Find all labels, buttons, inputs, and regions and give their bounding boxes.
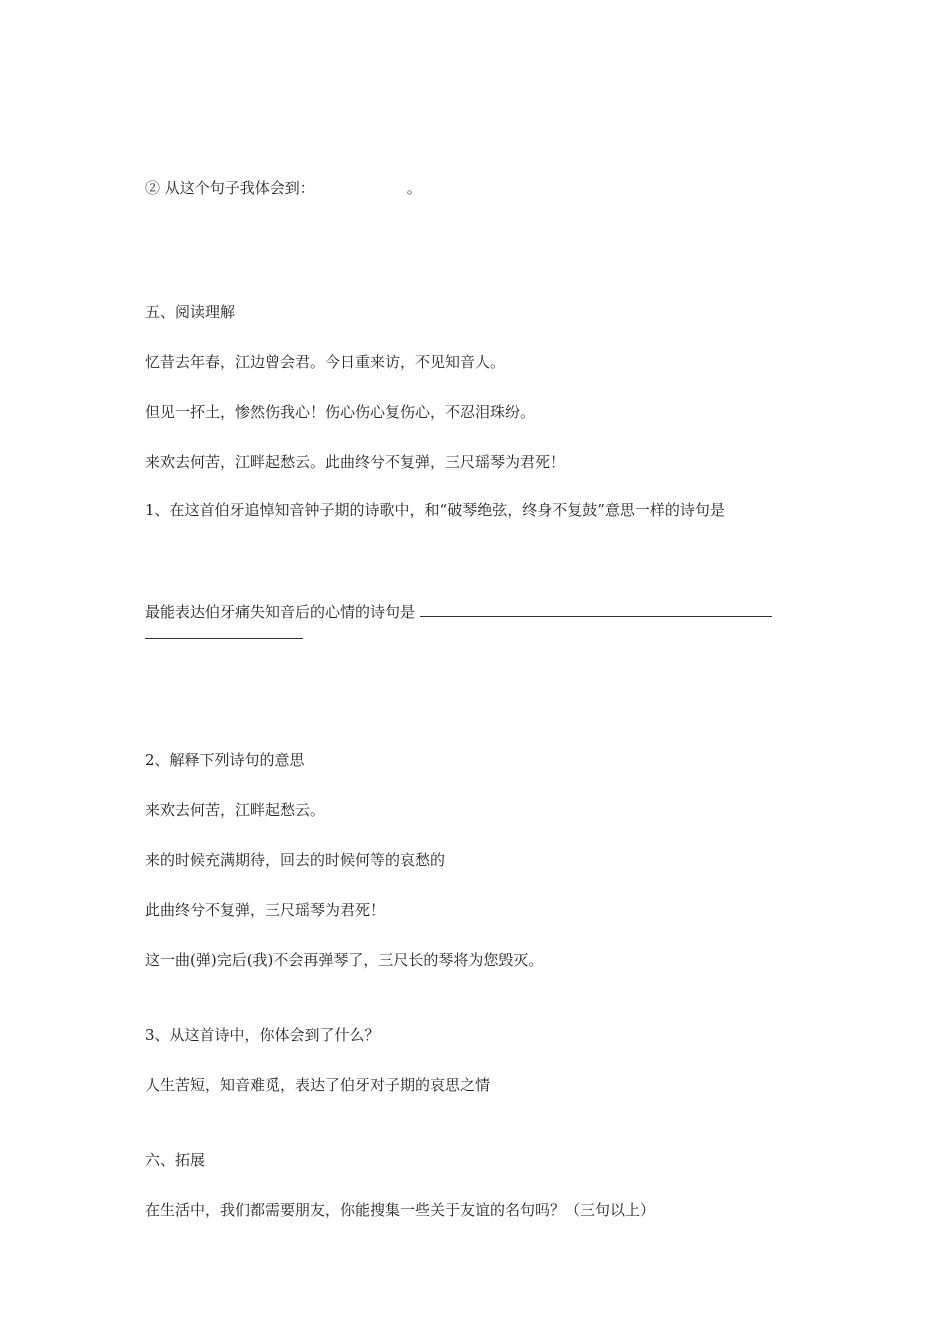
- answer-blank-line-continued[interactable]: [145, 624, 303, 639]
- q2-sentence-line: [145, 178, 422, 198]
- q2-sentence-prefix: ② 从这个句子我体会到：: [145, 179, 315, 197]
- poem-line-2: 但见一抔土，惨然伤我心！伤心伤心复伤心，不忍泪珠纷。: [145, 403, 536, 421]
- poem-line-1: 忆昔去年春，江边曾会君。今日重来访，不见知音人。: [145, 353, 506, 371]
- q2-item-3: 此曲终兮不复弹，三尺瑶琴为君死！: [145, 901, 386, 919]
- q1-sub-line: [145, 602, 772, 622]
- section5-heading: 五、阅读理解: [145, 303, 236, 321]
- poem-line-3: 来欢去何苦，江畔起愁云。此曲终兮不复弹，三尺瑶琴为君死！: [145, 453, 566, 471]
- section6-text: 在生活中，我们都需要朋友，你能搜集一些关于友谊的名句吗？（三句以上）: [145, 1201, 656, 1219]
- q2-text: 2、解释下列诗句的意思: [145, 751, 305, 769]
- q1-text: 1、在这首伯牙追悼知音钟子期的诗歌中，和“破琴绝弦，终身不复鼓”意思一样的诗句是: [145, 501, 725, 519]
- q2-item-1: 来欢去何苦，江畔起愁云。: [145, 801, 326, 819]
- q2-sentence-suffix: 。: [406, 179, 422, 197]
- section6-heading: 六、拓展: [145, 1151, 206, 1169]
- q2-item-2: 来的时候充满期待，回去的时候何等的哀愁的: [145, 851, 446, 869]
- q1-sub-text: 最能表达伯牙痛失知音后的心情的诗句是: [145, 603, 416, 621]
- q1-sub-continuation: [145, 624, 303, 644]
- q3-text: 3、从这首诗中，你体会到了什么？: [145, 1026, 380, 1044]
- q3-answer: 人生苦短，知音难觅，表达了伯牙对子期的哀思之情: [145, 1076, 491, 1094]
- answer-blank-line[interactable]: [420, 602, 772, 617]
- q2-item-4: 这一曲(弹)完后(我)不会再弹琴了，三尺长的琴将为您毁灭。: [145, 951, 544, 969]
